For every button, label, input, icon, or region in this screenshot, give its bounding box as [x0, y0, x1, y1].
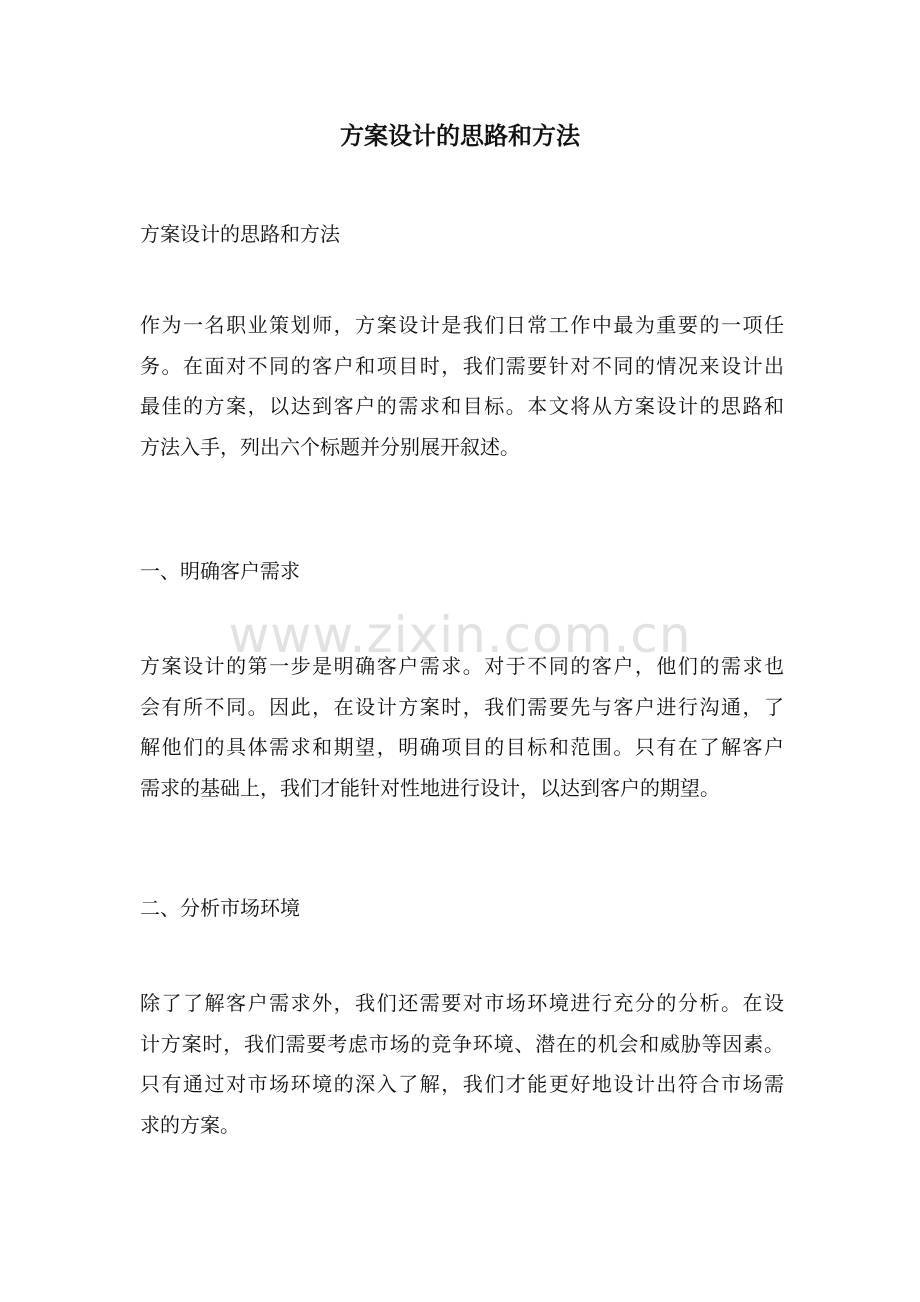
section-heading-2: 二、分析市场环境: [140, 896, 300, 920]
section-2-line: 除了了解客户需求外，我们还需要对市场环境进行充分的分析。在设: [140, 991, 784, 1015]
intro-line: 务。在面对不同的客户和项目时，我们需要针对不同的情况来设计出: [140, 353, 784, 378]
section-2-paragraph: [140, 983, 784, 1145]
document-title: 方案设计的思路和方法: [340, 121, 580, 150]
section-1-line: 解他们的具体需求和期望，明确项目的目标和范围。只有在了解客户: [140, 735, 784, 759]
section-1-paragraph: [140, 646, 784, 808]
intro-line: 方法入手，列出六个标题并分别展开叙述。: [140, 434, 520, 459]
watermark: www.zixin.com.cn: [228, 606, 692, 664]
section-1-line: 会有所不同。因此，在设计方案时，我们需要先与客户进行沟通，了: [140, 694, 784, 719]
section-2-line: 只有通过对市场环境的深入了解，我们才能更好地设计出符合市场需: [140, 1072, 784, 1096]
section-1-line: 需求的基础上，我们才能针对性地进行设计，以达到客户的期望。: [140, 775, 720, 800]
intro-line: 作为一名职业策划师，方案设计是我们日常工作中最为重要的一项任: [140, 313, 784, 337]
section-heading-1: 一、明确客户需求: [140, 559, 300, 583]
section-2-line: 计方案时，我们需要考虑市场的竞争环境、潜在的机会和威胁等因素。: [140, 1031, 784, 1056]
section-2-line: 求的方案。: [140, 1112, 240, 1137]
intro-line: 最佳的方案，以达到客户的需求和目标。本文将从方案设计的思路和: [140, 394, 784, 418]
section-1-line: 方案设计的第一步是明确客户需求。对于不同的客户，他们的需求也: [140, 654, 784, 678]
document-subtitle: 方案设计的思路和方法: [140, 222, 340, 246]
intro-paragraph: [140, 305, 784, 467]
